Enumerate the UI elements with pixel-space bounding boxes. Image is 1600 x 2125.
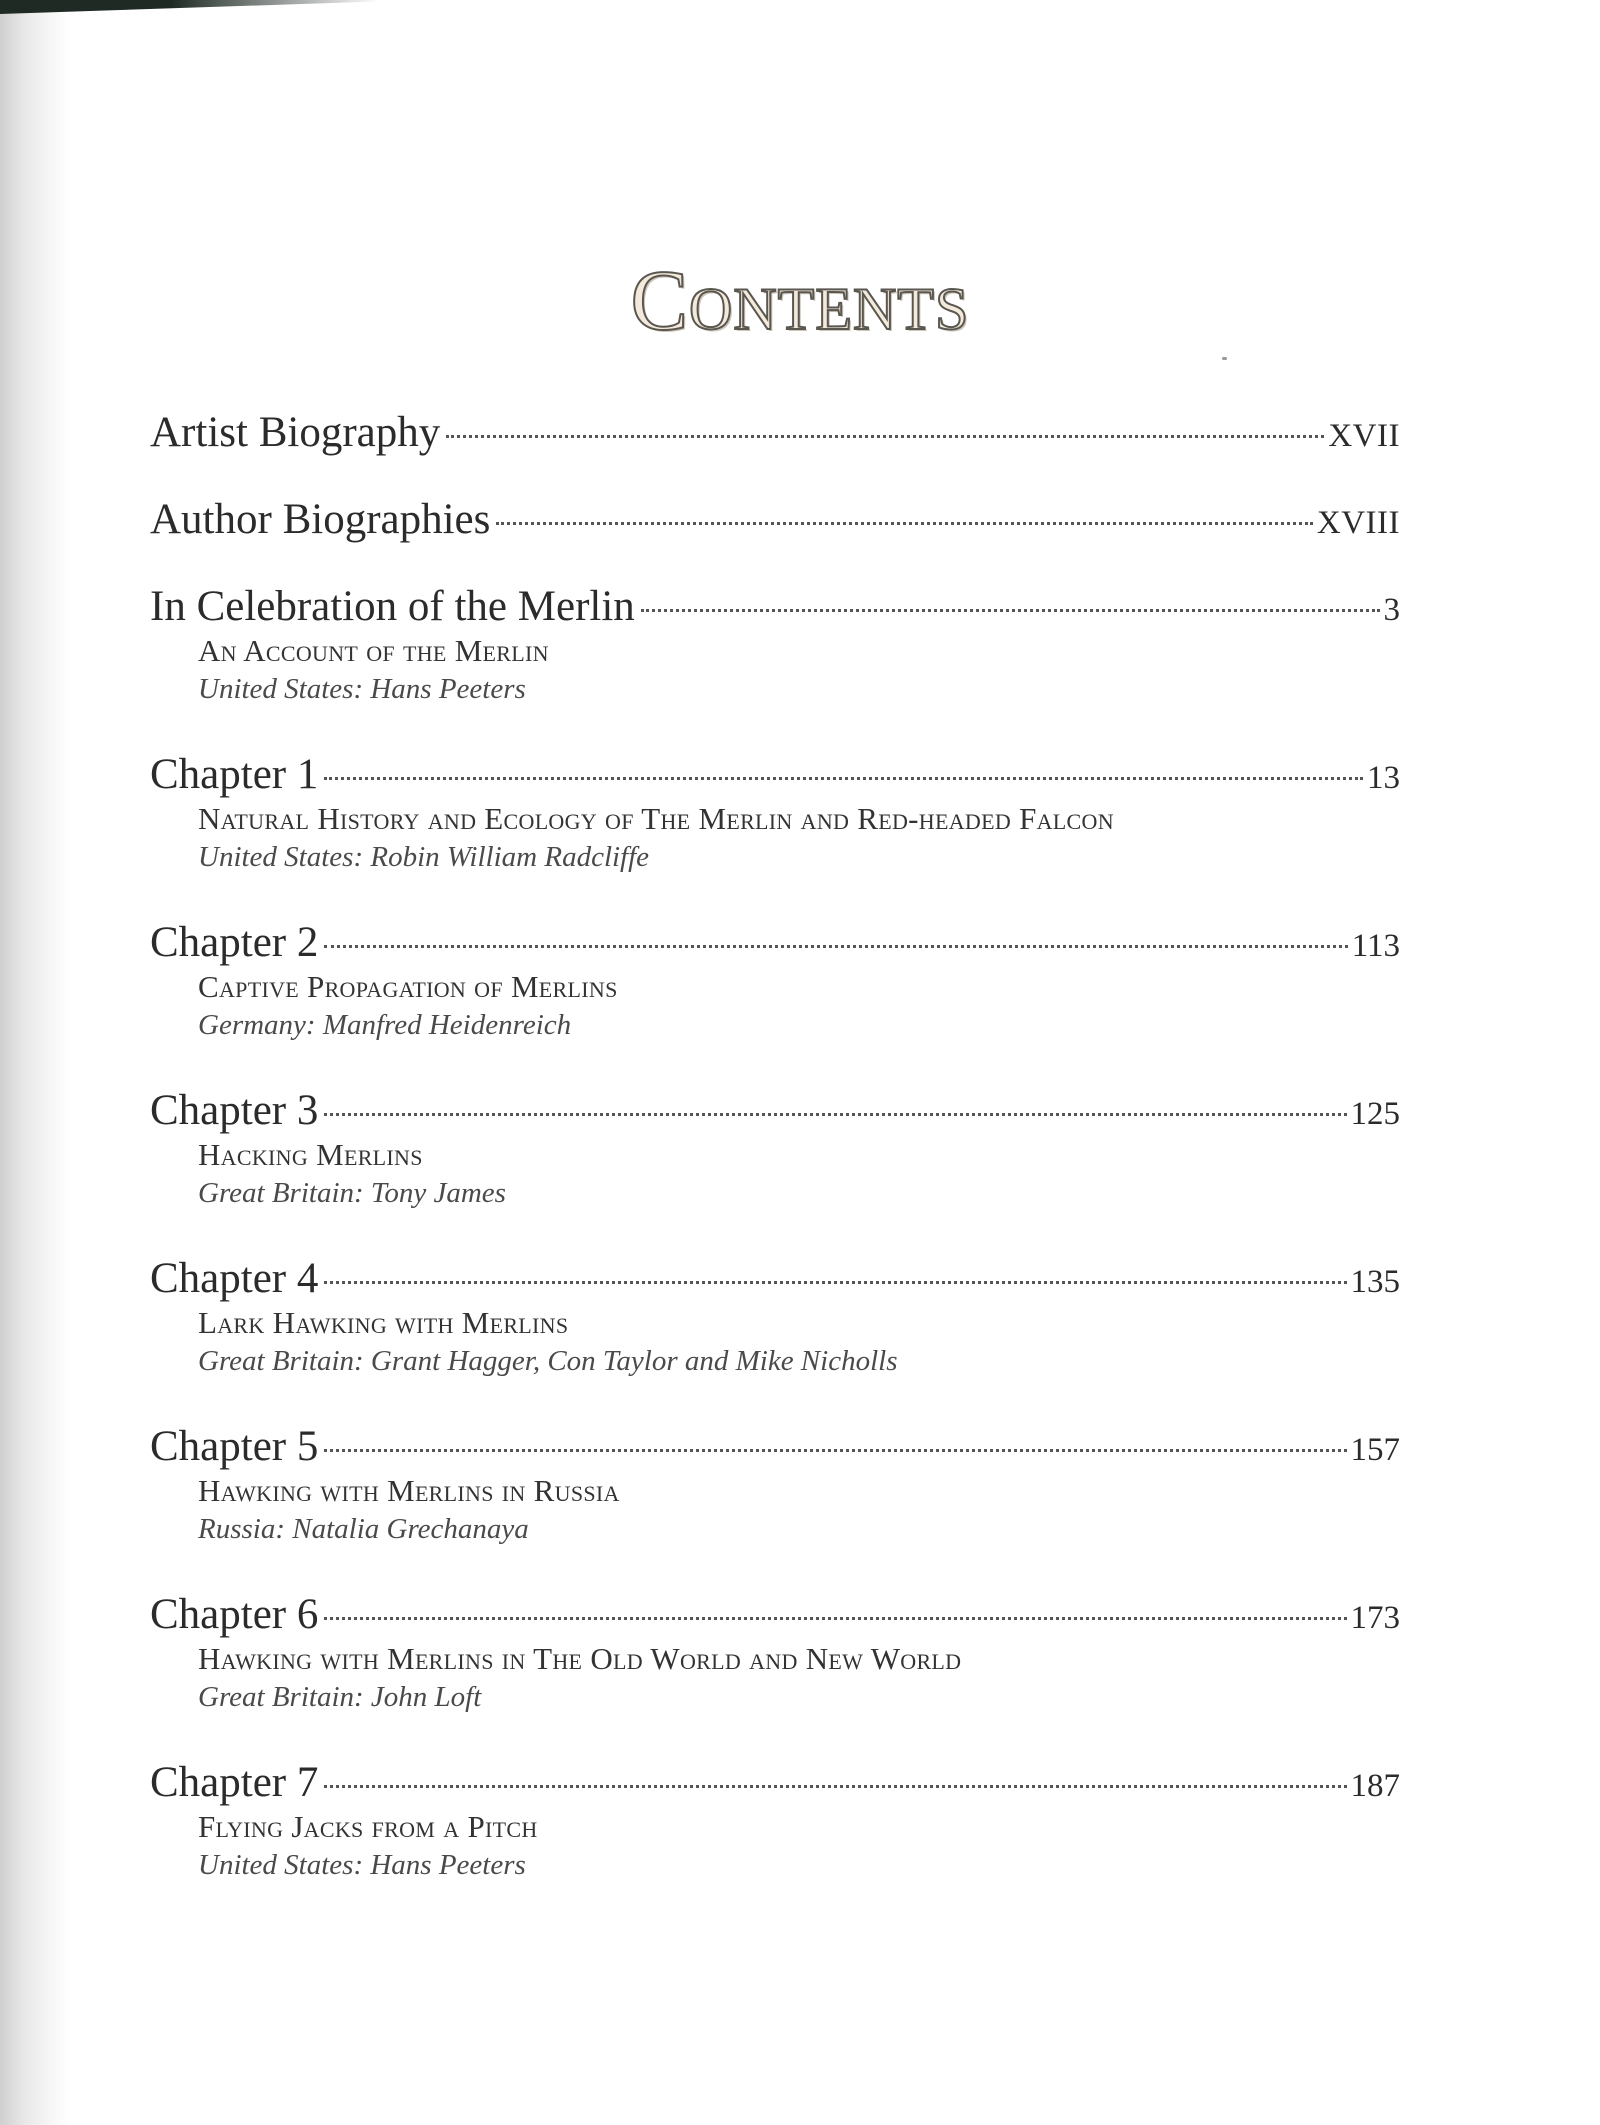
entry-heading: Chapter 5 [150,1423,319,1470]
toc-entry-chapter-5[interactable] [150,1422,1400,1546]
entry-subtitle: An Account of the Merlin [198,633,549,668]
entry-subtitle: Hawking with Merlins in Russia [198,1473,620,1508]
scan-corner [0,0,380,14]
toc-line [150,1590,1400,1639]
entry-subtitle: Natural History and Ecology of The Merlin and Red-headed Falcon [198,801,1114,836]
entry-page-number: 173 [1350,1600,1400,1636]
toc-line [150,1086,1400,1135]
dot-leader [324,777,1363,780]
toc-line [150,1254,1400,1303]
toc-line [150,495,1400,544]
dot-leader [324,1617,1346,1620]
entry-heading: Chapter 6 [150,1591,319,1638]
toc-entry-chapter-1[interactable] [150,750,1400,874]
entry-author: Germany: Manfred Heidenreich [198,1009,572,1041]
toc-entry-chapter-4[interactable] [150,1254,1400,1378]
entry-heading: Author Biographies [150,496,491,543]
toc-line [150,918,1400,967]
entry-subtitle: Flying Jacks from a Pitch [198,1809,538,1844]
dot-leader [324,945,1347,948]
entry-subtitle: Lark Hawking with Merlins [198,1305,569,1340]
entry-subtitle: Hawking with Merlins in The Old World and New World [198,1641,962,1676]
entry-page-number: 125 [1350,1096,1400,1132]
entry-page-number: 3 [1383,592,1400,628]
scan-speck [1222,357,1227,360]
dot-leader [641,609,1380,612]
entry-page-number: 157 [1350,1432,1400,1468]
toc-entry-chapter-7[interactable] [150,1758,1400,1882]
toc-entry-chapter-3[interactable] [150,1086,1400,1210]
entry-author: United States: Hans Peeters [198,1849,526,1881]
entry-author: Great Britain: John Loft [198,1681,482,1713]
dot-leader [496,522,1312,525]
entry-heading: Chapter 4 [150,1255,319,1302]
entry-heading: Chapter 3 [150,1087,319,1134]
toc-entry-chapter-2[interactable] [150,918,1400,1042]
toc-line [150,582,1400,631]
toc-line [150,1422,1400,1471]
entry-subtitle: Captive Propagation of Merlins [198,969,618,1004]
entry-heading: In Celebration of the Merlin [150,583,635,630]
dot-leader [446,435,1324,438]
entry-heading: Chapter 7 [150,1759,319,1806]
toc-entry-artist-biography[interactable] [150,408,1400,457]
entry-subtitle: Hacking Merlins [198,1137,423,1172]
dot-leader [324,1281,1346,1284]
entry-heading: Artist Biography [150,409,441,456]
toc-line [150,1758,1400,1807]
toc-entry-author-biographies[interactable] [150,495,1400,544]
entry-page-number: XVIII [1316,505,1400,541]
entry-author: Russia: Natalia Grechanaya [198,1513,529,1545]
entry-page-number: 135 [1350,1264,1400,1300]
entry-author: United States: Hans Peeters [198,673,526,705]
dot-leader [324,1113,1346,1116]
entry-heading: Chapter 2 [150,919,319,966]
toc-line [150,750,1400,799]
entry-author: Great Britain: Tony James [198,1177,506,1209]
entry-page-number: XVII [1328,418,1400,454]
page-title: Contents [630,252,970,348]
toc-entry-chapter-6[interactable] [150,1590,1400,1714]
toc-entry-in-celebration[interactable] [150,582,1400,706]
table-of-contents [150,408,1400,1882]
entry-page-number: 187 [1350,1768,1400,1804]
entry-author: United States: Robin William Radcliffe [198,841,650,873]
entry-author: Great Britain: Grant Hagger, Con Taylor and Mike Nicholls [198,1345,898,1377]
entry-page-number: 13 [1367,760,1400,796]
toc-line [150,408,1400,457]
dot-leader [324,1785,1346,1788]
entry-heading: Chapter 1 [150,751,319,798]
entry-page-number: 113 [1351,928,1400,964]
dot-leader [324,1449,1346,1452]
